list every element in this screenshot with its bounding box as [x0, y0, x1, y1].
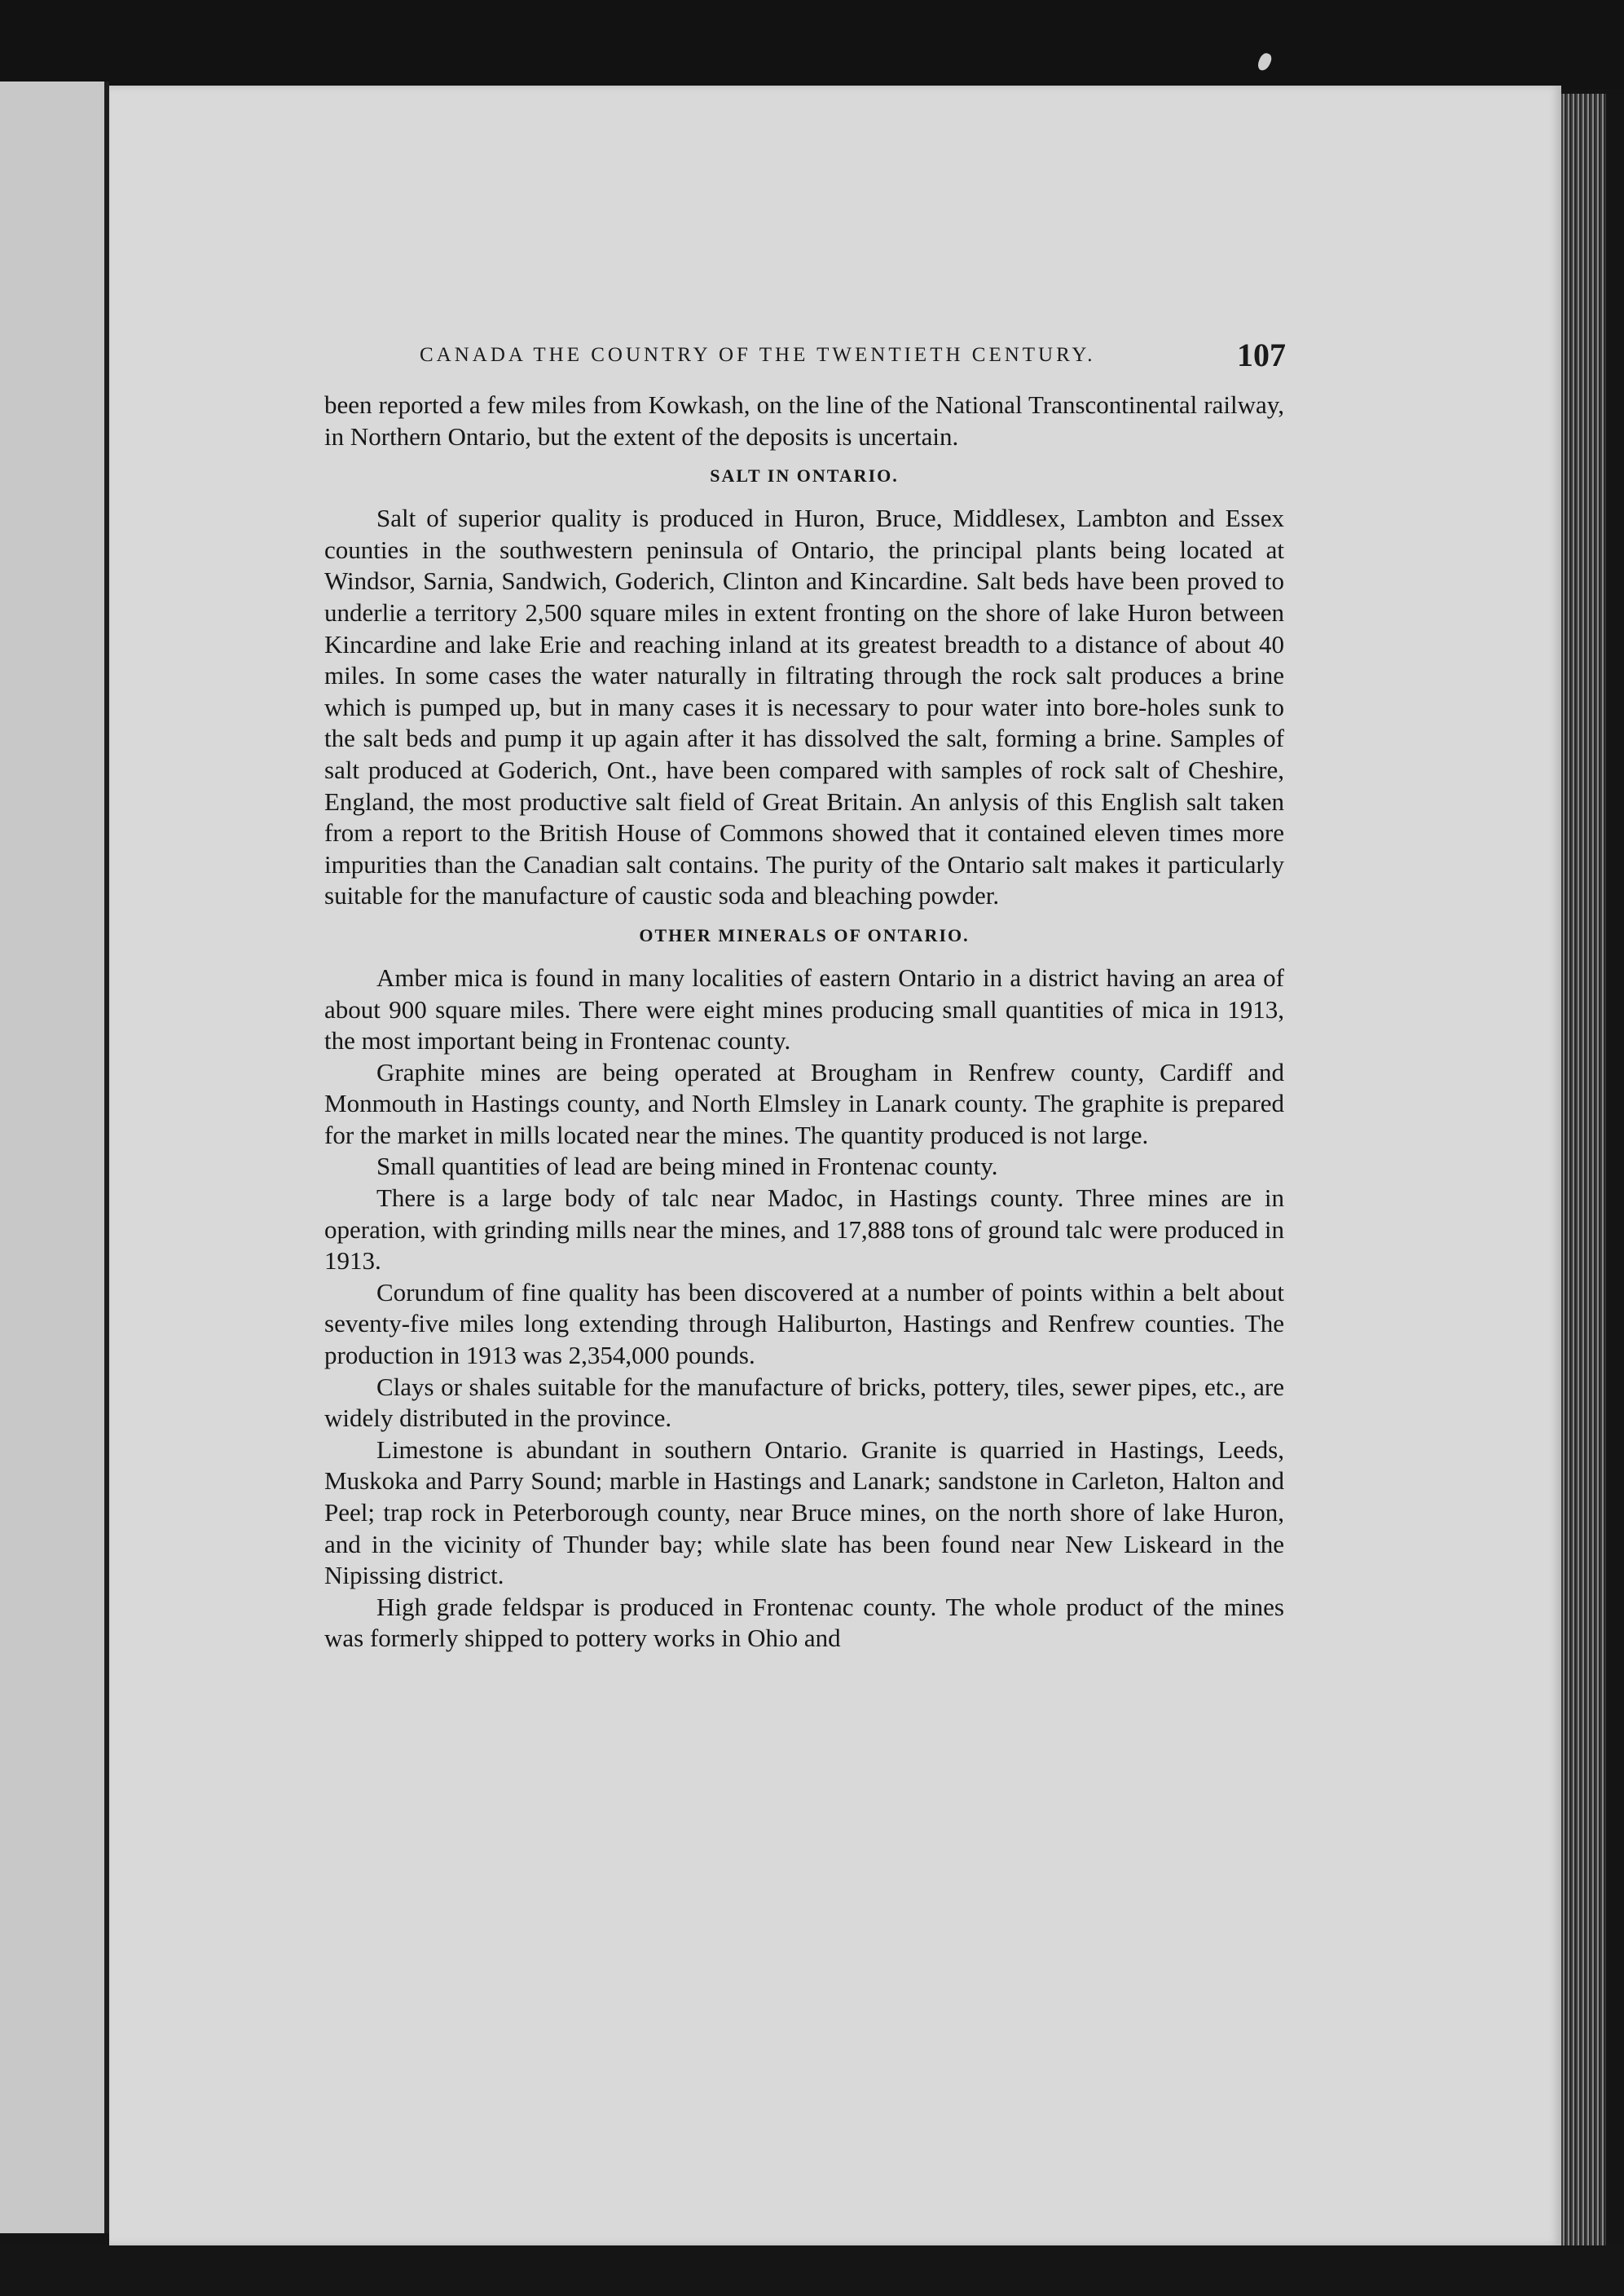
page-text — [324, 390, 1284, 1655]
paragraph-corundum: Corundum of fine quality has been discovered at a number of points within a belt about seventy-five miles long extending through Haliburton, Hastings and Renfrew counties. The production in 1913 was 2,354,000 pounds. — [324, 1277, 1284, 1370]
left-page-edge — [0, 82, 109, 2233]
paragraph-lead: Small quantities of lead are being mined in Frontenac county. — [376, 1152, 998, 1181]
paragraph-salt: Salt of superior quality is produced in Huron, Bruce, Middlesex, Lambton and Essex counties in the southwestern peninsula of Ontario, the principal plants being located at Windsor, Sarnia, Sandwich, Goderich, Clinton and Kincardine. Salt beds have been proved to underlie a territory 2,500 square miles in extent fronting on the shore of lake Huron between Kincardine and lake Erie and reaching inland at its greatest breadth to a distance of about 40 miles. In some cases the water naturally in filtrating through the rock salt produces a brine which is pumped up, but in many cases it is necessary to pour water into bore-holes sunk to the salt beds and pump it up again after it has dissolved the salt, forming a brine. Samples of salt produced at Goderich, Ont., have been compared with samples of rock salt of Cheshire, England, the most productive salt field of Great Britain. An anlysis of this English salt taken from a report to the British House of Commons showed that it contained eleven times more impurities than the Canadian salt contains. The purity of the Ontario salt makes it particularly suitable for the manufacture of caustic soda and bleaching powder. — [324, 504, 1284, 910]
scan-bottom-border — [0, 2245, 1624, 2296]
page-number: 107 — [1237, 337, 1286, 373]
right-page-edges — [1561, 94, 1606, 2245]
paragraph-intro: been reported a few miles from Kowkash, on the line of the National Transcontinental railway, in Northern Ontario, but the extent of the deposits is uncertain. — [324, 390, 1284, 451]
paragraph-clays: Clays or shales suitable for the manufacture of bricks, pottery, tiles, sewer pipes, etc., are widely distributed in the province. — [324, 1372, 1284, 1433]
running-header — [420, 336, 1286, 381]
paragraph-feldspar: High grade feldspar is produced in Frontenac county. The whole product of the mines was formerly shipped to pottery works in Ohio and — [324, 1592, 1284, 1653]
section-heading-salt: SALT IN ONTARIO. — [710, 465, 899, 487]
scan-top-border — [0, 0, 1624, 90]
paragraph-talc: There is a large body of talc near Madoc, in Hastings county. Three mines are in operation, with grinding mills near the mines, and 17,888 tons of ground talc were produced in 1913. — [324, 1183, 1284, 1276]
section-heading-other-minerals: OTHER MINERALS OF ONTARIO. — [639, 924, 970, 945]
running-title: CANADA THE COUNTRY OF THE TWENTIETH CENTURY. — [420, 344, 1096, 366]
paragraph-graphite: Graphite mines are being operated at Brougham in Renfrew county, Cardiff and Monmouth in Hastings county, and North Elmsley in Lanark county. The graphite is prepared for the market in mills located near the mines. The quantity produced is not large. — [324, 1057, 1284, 1149]
paragraph-mica: Amber mica is found in many localities of eastern Ontario in a district having an area of about 900 square miles. There were eight mines producing small quantities of mica in 1913, the most important being in Frontenac county. — [324, 963, 1284, 1055]
paragraph-limestone: Limestone is abundant in southern Ontario. Granite is quarried in Hastings, Leeds, Muskoka and Parry Sound; marble in Hastings and Lanark; sandstone in Carleton, Halton and Peel; trap rock in Peterborough county, near Bruce mines, on the north shore of lake Huron, and in the vicinity of Thunder bay; while slate has been found near New Liskeard in the Nipissing district. — [324, 1434, 1284, 1590]
